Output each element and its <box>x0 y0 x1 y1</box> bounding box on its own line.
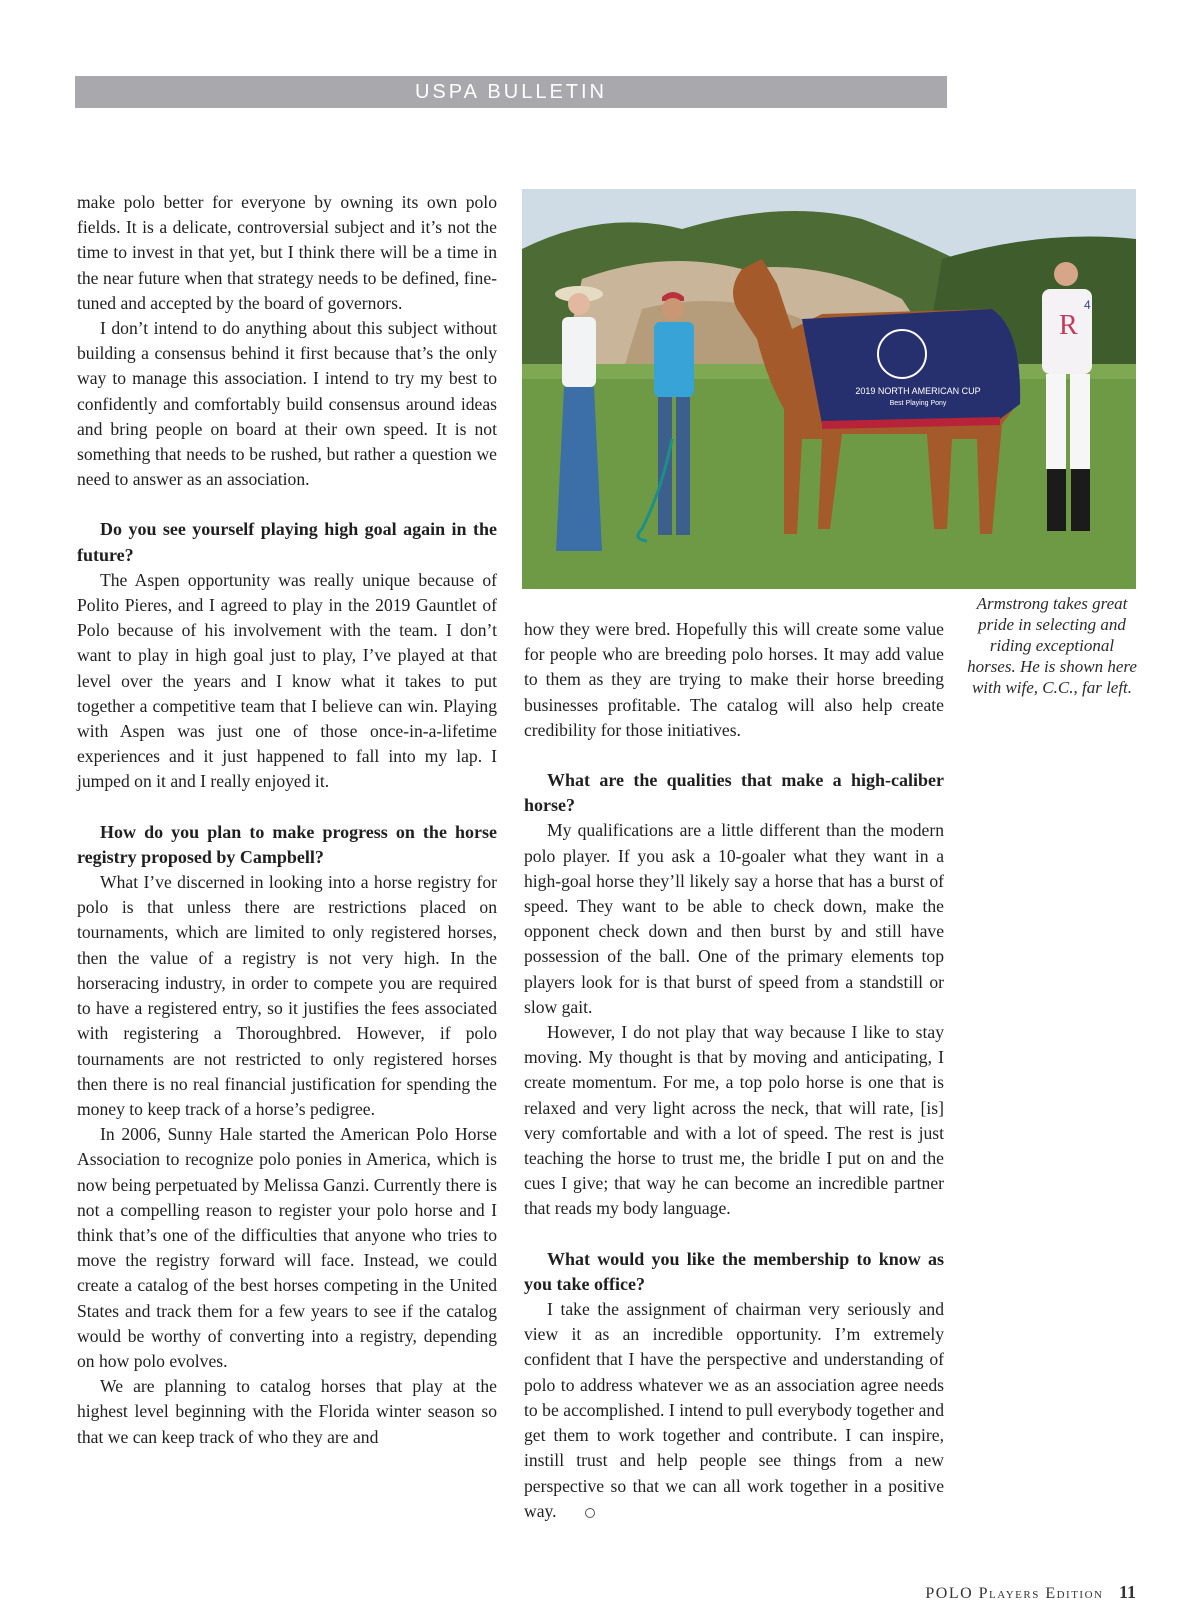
paragraph: We are planning to catalog horses that play at the highest level beginning with the Florida winter season so that we can keep track of who they are and <box>77 1376 497 1447</box>
paragraph: I don’t intend to do anything about this subject without building a consensus behind it first because that’s the only way to manage this association. I intend to try my best to confidently and comfortably build consensus around ideas and bring people on board at their own speed. It is not something that needs to be rushed, but rather a question we need to answer as an association. <box>77 318 497 490</box>
blanket-subtext: Best Playing Pony <box>889 400 947 407</box>
interview-question: What would you like the membership to know as you take office? <box>524 1248 944 1294</box>
paragraph: how they were bred. Hopefully this will create some value for people who are breeding polo horses. It may add value to them as they are trying to make their horse breeding businesses profitable. The catalog will also help create credibility for those initiatives. <box>524 619 944 740</box>
paragraph: However, I do not play that way because I like to stay moving. My thought is that by moving and anticipating, I create momentum. For me, a top polo horse is one that is relaxed and very light across the neck, that will rate, [is] very comfortable and with a lot of speed. The rest is just teaching the horse to trust me, the bridle I put on and the cues I give; that way he can become an incredible partner that reads my body language. <box>524 1022 944 1219</box>
interview-question: Do you see yourself playing high goal again in the future? <box>77 519 497 565</box>
page-footer <box>925 1582 1136 1603</box>
article-column-right <box>524 617 944 1524</box>
section-header-title: USPA BULLETIN <box>414 80 608 103</box>
shirt-letter: R <box>1059 310 1078 341</box>
publication-name: POLO Players Edition <box>925 1585 1104 1602</box>
paragraph-text: I take the assignment of chairman very seriously and view it as an incredible opportunity. I’m extremely confident that I have the perspective and understanding of polo to address whatever we as an association agree needs to be accomplished. I intend to pull everybody together and get them to work together and contribute. I can inspire, instill trust and help people see things from a new perspective so that we can all work together in a positive way. <box>524 1299 944 1521</box>
paragraph: In 2006, Sunny Hale started the American Polo Horse Association to recognize polo ponies in America, which is now being perpetuated by Melissa Ganzi. Currently there is not a compelling reason to register your polo horse and I think that’s one of the difficulties that anyone who tries to move the registry forward will face. Instead, we could create a catalog of the best horses competing in the United States and track them for a few years to see if the catalog would be worthy of converting into a registry, depending on how polo evolves. <box>77 1124 497 1371</box>
section-header <box>75 76 947 108</box>
interview-question: How do you plan to make progress on the horse registry proposed by Campbell? <box>77 821 497 867</box>
end-of-article-icon <box>585 1508 595 1518</box>
article-column-left <box>77 190 497 1450</box>
shirt-number: 4 <box>1084 298 1091 312</box>
paragraph: make polo better for everyone by owning its own polo fields. It is a delicate, controversial subject and it’s not the time to invest in that yet, but I think there will be a time in the near future when that strategy needs to be defined, fine-tuned and accepted by the board of governors. <box>77 192 497 313</box>
paragraph: The Aspen opportunity was really unique because of Polito Pieres, and I agreed to play in the 2019 Gauntlet of Polo because of his involvement with the team. I don’t want to play in high goal just to play, I’ve played at that level over the years and I know what it takes to put together a competitive team that I believe can win. Playing with Aspen was just one of those once-in-a-lifetime experiences and it just happened to fall into my lap. I jumped on it and I really enjoyed it. <box>77 569 497 792</box>
paragraph: My qualifications are a little different than the modern polo player. If you ask a 10-goaler what they want in a high-goal horse they’ll likely say a horse that has a burst of speed. They want to be able to check down, make the opponent check down and then burst by and still have possession of the ball. One of the primary elements top players look for is that burst of speed from a standstill or slow gait. <box>524 820 944 1017</box>
paragraph-final <box>524 1297 944 1524</box>
interview-question: What are the qualities that make a high-caliber horse? <box>524 770 944 816</box>
paragraph: What I’ve discerned in looking into a horse registry for polo is that unless there are restrictions placed on tournaments, which are limited to only registered horses, then the value of a registry is not very high. In the horseracing industry, in order to compete you are required to have a registered entry, so it justifies the fees associated with registering a Thoroughbred. However, if polo tournaments are not restricted to only registered horses then there is no real financial justification for spending the money to keep track of a horse’s pedigree. <box>77 872 497 1119</box>
photo-caption: Armstrong takes great pride in selecting and riding exceptional horses. He is shown here with wife, C.C., far left. <box>967 594 1137 697</box>
photo-illustration <box>522 189 1136 589</box>
page-number: 11 <box>1118 1582 1136 1602</box>
blanket-text: 2019 NORTH AMERICAN CUP <box>855 386 981 396</box>
article-photo <box>522 189 1136 589</box>
